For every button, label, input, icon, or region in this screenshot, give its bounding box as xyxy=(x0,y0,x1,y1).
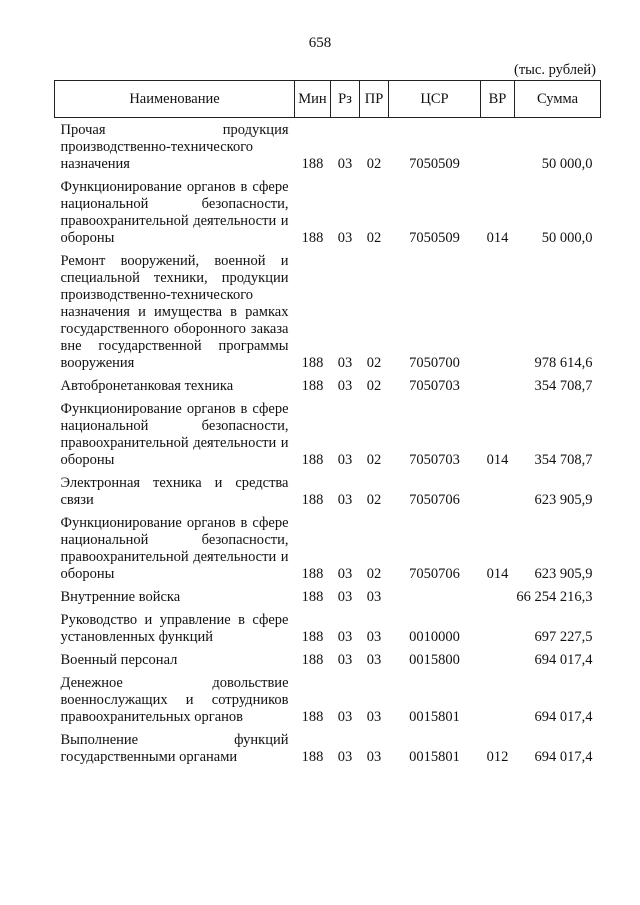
cell-vr xyxy=(481,472,515,512)
cell-name: Электронная техника и средства связи xyxy=(60,475,289,508)
cell-vr: 014 xyxy=(486,566,509,582)
cell-sum: 623 905,9 xyxy=(534,492,593,508)
cell-min: 188 xyxy=(301,492,324,508)
header-pr: ПР xyxy=(360,81,389,118)
table-row xyxy=(55,375,601,398)
table-row xyxy=(55,672,601,729)
header-name: Наименование xyxy=(55,81,295,118)
cell-sum: 354 708,7 xyxy=(534,378,593,394)
cell-sum: 694 017,4 xyxy=(534,709,593,725)
cell-rz: 03 xyxy=(337,629,353,645)
cell-vr xyxy=(481,586,515,609)
cell-rz: 03 xyxy=(337,589,353,605)
cell-pr: 02 xyxy=(366,378,382,394)
cell-min: 188 xyxy=(301,589,324,605)
cell-min: 188 xyxy=(301,452,324,468)
cell-pr: 03 xyxy=(366,709,382,725)
cell-name: Внутренние войска xyxy=(60,589,181,605)
cell-min: 188 xyxy=(301,629,324,645)
cell-name: Функционирование органов в сфере национальной безопасности, правоохранительной деятельности и обороны xyxy=(60,515,289,582)
cell-sum: 50 000,0 xyxy=(541,230,593,246)
table-row xyxy=(55,176,601,250)
cell-csr: 7050700 xyxy=(409,355,460,371)
cell-csr: 7050703 xyxy=(409,378,460,394)
cell-min: 188 xyxy=(301,566,324,582)
cell-name: Руководство и управление в сфере установленных функций xyxy=(60,612,289,645)
cell-name: Прочая продукция производственно-технического назначения xyxy=(60,122,289,172)
cell-csr: 7050509 xyxy=(409,230,460,246)
cell-pr: 02 xyxy=(366,452,382,468)
table-body xyxy=(55,118,601,770)
units-label: (тыс. рублей) xyxy=(514,62,596,78)
cell-name: Автобронетанковая техника xyxy=(60,378,234,394)
cell-csr: 7050509 xyxy=(409,156,460,172)
cell-csr xyxy=(389,586,481,609)
cell-sum: 697 227,5 xyxy=(534,629,593,645)
cell-sum: 354 708,7 xyxy=(534,452,593,468)
cell-rz: 03 xyxy=(337,378,353,394)
cell-pr: 03 xyxy=(366,652,382,668)
table-row xyxy=(55,398,601,472)
cell-csr: 7050703 xyxy=(409,452,460,468)
cell-rz: 03 xyxy=(337,566,353,582)
cell-name: Ремонт вооружений, военной и специальной техники, продукции производственно-технического назначения и имущества в рамках государственного оборонного заказа вне государственной программы вооружения xyxy=(60,253,289,371)
table-row xyxy=(55,118,601,177)
cell-sum: 694 017,4 xyxy=(534,652,593,668)
cell-vr xyxy=(481,609,515,649)
cell-vr xyxy=(481,375,515,398)
cell-min: 188 xyxy=(301,355,324,371)
cell-pr: 02 xyxy=(366,156,382,172)
cell-csr: 0015801 xyxy=(409,749,460,765)
cell-min: 188 xyxy=(301,378,324,394)
cell-rz: 03 xyxy=(337,230,353,246)
cell-pr: 02 xyxy=(366,492,382,508)
cell-min: 188 xyxy=(301,230,324,246)
cell-name: Функционирование органов в сфере национальной безопасности, правоохранительной деятельности и обороны xyxy=(60,401,289,468)
cell-name: Денежное довольствие военнослужащих и сотрудников правоохранительных органов xyxy=(60,675,289,725)
cell-min: 188 xyxy=(301,652,324,668)
cell-vr: 012 xyxy=(486,749,509,765)
cell-name: Выполнение функций государственными органами xyxy=(60,732,289,765)
cell-sum: 623 905,9 xyxy=(534,566,593,582)
cell-rz: 03 xyxy=(337,749,353,765)
header-vr: ВР xyxy=(481,81,515,118)
budget-table xyxy=(54,80,601,769)
cell-vr xyxy=(481,250,515,375)
cell-csr: 0015800 xyxy=(409,652,460,668)
table-row xyxy=(55,649,601,672)
cell-vr xyxy=(481,118,515,177)
cell-pr: 03 xyxy=(366,589,382,605)
page-number: 658 xyxy=(308,35,332,51)
cell-vr xyxy=(481,649,515,672)
cell-min: 188 xyxy=(301,156,324,172)
header-sum: Сумма xyxy=(515,81,601,118)
cell-vr: 014 xyxy=(486,230,509,246)
table-row xyxy=(55,586,601,609)
cell-pr: 02 xyxy=(366,355,382,371)
cell-csr: 0010000 xyxy=(409,629,460,645)
cell-vr: 014 xyxy=(486,452,509,468)
cell-csr: 7050706 xyxy=(409,566,460,582)
cell-sum: 66 254 216,3 xyxy=(516,589,593,605)
cell-pr: 03 xyxy=(366,749,382,765)
cell-pr: 02 xyxy=(366,566,382,582)
cell-vr xyxy=(481,672,515,729)
cell-csr: 7050706 xyxy=(409,492,460,508)
table-row xyxy=(55,250,601,375)
table-row xyxy=(55,512,601,586)
cell-pr: 02 xyxy=(366,230,382,246)
header-rz: Рз xyxy=(331,81,360,118)
table-row xyxy=(55,472,601,512)
table-header xyxy=(55,81,601,118)
cell-csr: 0015801 xyxy=(409,709,460,725)
cell-name: Военный персонал xyxy=(60,652,178,668)
cell-rz: 03 xyxy=(337,709,353,725)
cell-rz: 03 xyxy=(337,355,353,371)
cell-sum: 50 000,0 xyxy=(541,156,593,172)
cell-min: 188 xyxy=(301,709,324,725)
header-csr: ЦСР xyxy=(389,81,481,118)
cell-sum: 978 614,6 xyxy=(534,355,593,371)
header-min: Мин xyxy=(295,81,331,118)
table-row xyxy=(55,729,601,769)
cell-sum: 694 017,4 xyxy=(534,749,593,765)
cell-name: Функционирование органов в сфере национальной безопасности, правоохранительной деятельности и обороны xyxy=(60,179,289,246)
cell-rz: 03 xyxy=(337,452,353,468)
cell-rz: 03 xyxy=(337,492,353,508)
cell-rz: 03 xyxy=(337,156,353,172)
cell-rz: 03 xyxy=(337,652,353,668)
cell-pr: 03 xyxy=(366,629,382,645)
cell-min: 188 xyxy=(301,749,324,765)
table-row xyxy=(55,609,601,649)
